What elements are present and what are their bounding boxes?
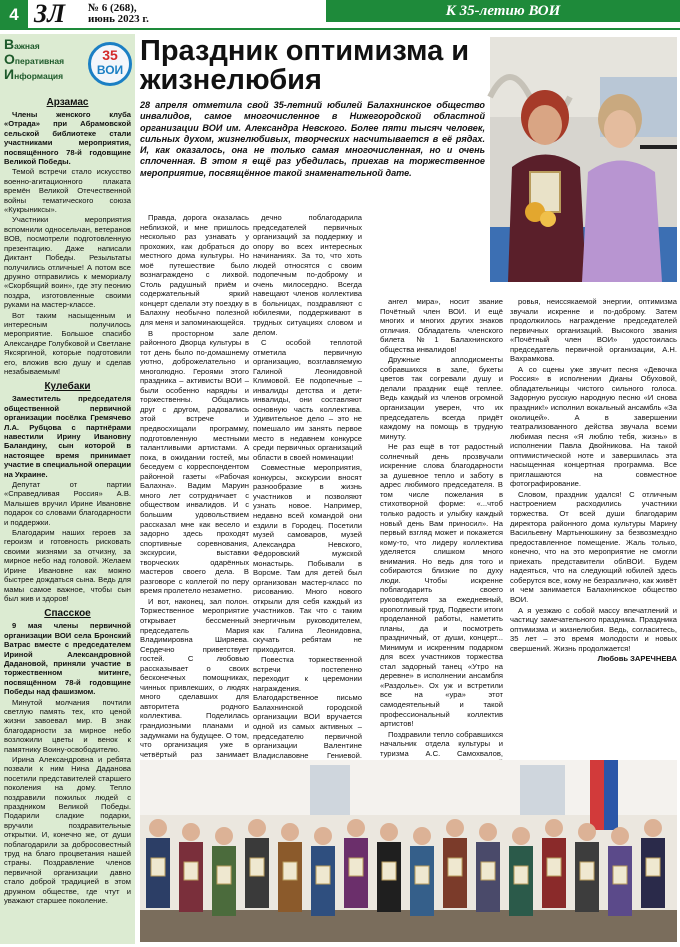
sidebar-section-title: Спасское (44, 608, 91, 620)
sidebar-paragraph: Заместитель председателя общественной первичной организации посёлка Гремячево Л.А. Рубцова с партнёрами навестили Ирину Ивановну Баландину, сын которой в настоящее время принимает участие в специальной операции на Украине. (4, 394, 131, 479)
article-paragraph: Совместные мероприятия, конкурсы, экскурсии вносят разнообразие в жизнь участников и позволяют узнать новое. Например, недавно всей командой они ездили в Городец. Посетили музей самоваров, музей Александра Невского, Фёдоровский мужской монастырь. Побывали в Ворсме. Там для детей был организован мастер-класс по рисованию. Много нового открыли для себя каждый из участников. Так что с таким энергичным руководителем, как Галина Леонидовна, скучать ребятам не приходится. (253, 463, 362, 654)
group-person-head (611, 827, 629, 845)
article-paragraph: А я уезжаю с собой массу впечатлений и частицу замечательного праздника. Праздника оптимизма и жизнелюбия. Ведь, согласитесь, 35 лет – это время молодости и новых свершений. Жизнь продолжается! (510, 605, 677, 653)
sidebar-paragraph: Члены женского клуба «Отрада» при Абрамовской сельской библиотеке стали участниками мероприятия, посвящённого 78-й годовщине Великой Победы. (4, 110, 131, 167)
certificate (349, 858, 363, 876)
article-paragraph: Повестка торжественной встречи постепенно переходит к церемонии награждения. Благодарственное письмо Балахнинской городской организации ВОИ вручается одной из самых активных – председателю первичной организации Валентине Владиславовне Гениевой. (253, 655, 362, 760)
certificate (514, 866, 528, 884)
rubric-banner: К 35-летию ВОИ (326, 0, 680, 22)
author-signature: Любовь ЗАРЕЧНЕВА (597, 654, 677, 664)
group-person-head (380, 823, 398, 841)
group-person-head (446, 819, 464, 837)
group-person-head (578, 823, 596, 841)
article-column-1 (140, 213, 249, 758)
group-person-head (644, 819, 662, 837)
sidebar-paragraph: Ирина Александровна и ребята позвали к ним Нина Даданова посетили представителей старшего поколения на дому. Тепло поздравили пожилых людей с праздником Великой Победы. Подарили сладкие подарки, вручили поздравительные открытки. И, конечно же, от души поблагодарили за добросовестный труд на благо процветания нашей страны. Поздравление членов первичной организации давно стало доброй традицией в этом дружном обществе, где чтут и уважают старшее поколение. (4, 755, 131, 906)
issue-number: № 6 (268), (88, 2, 137, 14)
article-paragraph: С особой теплотой отметила первичную организацию, возглавляемую Галиной Леонидовной Климовой. Её подопечные – инвалиды детства и дети-инвалиды, они составляют основную часть коллектива. Удивительное дело – это не помешало им занять первое место в недавнем конкурсе среди первичных организаций области в своей номинации! (253, 338, 362, 462)
article-paragraph: дечно поблагодарила председателей первичных организаций за поддержку и опору во всех интересных начинаниях. За то, что хоть людей относятся с своим подопечным по-доброму и очень милосердно. Всегда навещают членов коллектива в больницах, поздравляют с юбилеями, поддерживают в трудных ситуациях словом и делом. (253, 213, 362, 337)
certificate (646, 858, 660, 876)
sidebar-paragraph: 9 мая члены первичной организации ВОИ села Бронский Ватрас вместе с председателем Ириной Александровной Дадановой, приняли участие в торжественном митинге, посвящённом 78-й годовщине Победы над фашизмом. (4, 621, 131, 697)
group-person-head (347, 819, 365, 837)
article-paragraph: А со сцены уже звучит песня «Девочка Россия» в исполнении Дианы Обуховой, обладательницы чистого сильного голоса. Задорную русскую народную песню «И снова праздник!» исполнил вокальный ансамбль «За околицей». А в завершении театрализованного действа звучала всеми любимая песня «Я люблю тебя, жизнь» в исполнении Павла Двойникова. На такой оптимистической ноте и завершилась эта насыщенная концертная программа. Все приглашаются на совместное фотографирование. (510, 364, 677, 489)
group-person-head (182, 823, 200, 841)
article-headline: Праздник оптимизма и жизнелюбия (140, 35, 470, 96)
article-paragraph: И вот, наконец, зал полон. Торжественное мероприятие открывает бессменный председатель Мария Владимировна Ширяева. Сердечно приветствует гостей. С любовью рассказывает о своих бесконечных помощниках, чинных привлекших, о людях много сделавших для авторитета родного коллектива. Поделилась грандиозными планами и задумками на будущее. О том, что организация уже в четвёртый раз занимает (140, 596, 249, 759)
voi-line-2: Оперативная (4, 51, 65, 67)
article-paragraph: В просторном зале районного Дворца культуры в тот день было по-домашнему уютно, доброжелательно и многолюдно. Героями этого праздника – активисты ВОИ – были особенно нарядны и торжественны. Общались друг с другом, радовались этой встрече и предвосхищали программу, подготовленную местными талантливыми артистами. А пока, в ожидании гостей, мы беседуем с корреспондентом районной газеты «Рабочая Балахна». Вадим Маруин много лет сотрудничает с обществом инвалидов. И с большим удовольствием рассказал мне как весело и задорно здесь проходят спортивные соревнования, экскурсии, выставки творческих одарённых мастеров своего дела. В разговоре с коллегой по перу время пролетело незаметно. (140, 328, 249, 596)
voi-line-3: Информация (4, 66, 64, 82)
certificate (151, 858, 165, 876)
article-paragraph: Поздравили тепло собравшихся начальник отдела культуры и туризма А.С. Самохвалов, (380, 729, 503, 758)
voi-35-emblem-icon: 35 ВОИ (88, 42, 132, 86)
group-person-head (215, 827, 233, 845)
certificate (217, 866, 231, 884)
group-person-head (545, 819, 563, 837)
page-number: 4 (0, 0, 28, 30)
group-person-head (314, 827, 332, 845)
certificate (580, 862, 594, 880)
group-person-head (413, 827, 431, 845)
article-column-2 (253, 213, 362, 758)
article-paragraph: ангел мира», носит звание Почётный член ВОИ. И ещё многих и многих других знаков отличия. Обладатель членского билета №1 Балахнинского общества инвалидов! (380, 297, 503, 354)
article-column-3 (380, 297, 503, 758)
sidebar-section-title: Кулебаки (44, 381, 91, 393)
certificate (184, 862, 198, 880)
sidebar-paragraph: Минутой молчания почтили светлую память тех, кто ценой жизни завоевал мир. В знак благодарности за мирное небо возложили цветы и венок к памятнику Воину-освободителю. (4, 697, 131, 754)
sidebar-section-title: Арзамас (46, 97, 89, 108)
group-person-head (149, 819, 167, 837)
sidebar-paragraph: Вот таким насыщенным и интересным получилось мероприятие. Большое спасибо Александре Голубковой и Светлане Яксяргиной, которые подготовили его, вложив всю душу и сделав незабываемым! (4, 310, 131, 376)
sidebar-paragraph: Участники мероприятия вспомнили односельчан, ветеранов ВОВ, посмотрели подготовленную презентацию. Даже написали Диктант Победы. Резыльтаты получились отличные! А потом все дружно отправились к мемориалу «Скорбящий воин», где эту пеонию поздра, изготовленные своими руками на мастер-классе. (4, 215, 131, 310)
article-paragraph: ровья, неиссякаемой энергии, оптимизма звучали искренне и по-доброму. Затем продолжилось награждение председателей первичных организаций. Высокого звания «Почётный член ВОИ» удостоилась председатель первичной организации, А.Н. Вахрамкова. (510, 297, 677, 364)
certificate (448, 858, 462, 876)
article-paragraph: Дружные аплодисменты собравшихся в зале, букеты цветов так согревали душу и делали праздник ещё теплее. Ведь каждый из членов огромной организации уверен, что их председатель всегда придёт каждому на помощь в трудную минуту. (380, 355, 503, 441)
article-column-4 (510, 297, 677, 758)
photo-two-women-award (490, 37, 677, 282)
article-paragraph: Правда, дорога оказалась неблизкой, и мне пришлось несколько раз узнавать у прохожих, как добраться до местного дома культуры. Но моё путешествие было вознаграждено с лихвой. Столь радушный приём и содержательный яркий концерт сделали эту поездку в Балахну необычно полезной для меня и запоминающейся. (140, 213, 249, 328)
certificate (250, 858, 264, 876)
certificate (547, 858, 561, 876)
sidebar-paragraph: Благодарим наших героев за героизм и готовность рисковать своими жизнями за отчизну, за мирное небо над головой. Желаем Ирине Ивановне как можно быстрее дождаться сына. Ведь для мамы самое важное, чтобы сын был жив и здоров! (4, 528, 131, 603)
issue-info (88, 3, 149, 25)
certificate (613, 866, 627, 884)
article-lead: 28 апреля отметила свой 35-летний юбилей Балахнинское общество инвалидов, самое многочисленное в Нижегородской областной организации ВОИ им. Александра Невского. Более пяти тысяч человек, сильных духом, жизнелюбивых, творческих насчитывается в её рядах. И, как оказалось, она не только самая многочисленная, но и очень сплоченная. В этом я ещё раз убедилась, приехав на торжественное мероприятие, посвящённое такой знаменательной дате. (140, 100, 485, 178)
group-person-head (512, 827, 530, 845)
voi-block (4, 38, 131, 92)
sidebar-sections (4, 97, 131, 906)
article-paragraph: Словом, праздник удался! С отличным настроением расходились участники торжества. От всей души благодарим директора районного дома культуры Марину Васильевну Мартынюшкину за безвозмездно предоставленное помещение. Жаль только, конечно, что на это мероприятие не смогли приехать представители облВОИ. Будем надеяться, что на следующий юбилей здесь соберутся все, кому не безразлично, как живёт и чем занимается Балахнинское общество ВОИ. (510, 489, 677, 604)
sidebar-paragraph: Депутат от партии «Справедливая Россия» А.В. Малышев вручил Ирине Ивановне подарок со словами благодарности и поддержки. (4, 480, 131, 527)
certificate (415, 866, 429, 884)
group-person-head (479, 823, 497, 841)
certificate (283, 862, 297, 880)
certificate (316, 866, 330, 884)
voi-line-1: Важная (4, 36, 40, 52)
issue-date: июнь 2023 г. (88, 13, 149, 25)
news-sidebar (0, 34, 135, 944)
sidebar-paragraph: Темой встречи стало искусство военно-агитационного плаката времён Великой Отечественной войны тематического союза «Кукрыниксы». (4, 167, 131, 215)
page-header (0, 0, 680, 30)
newspaper-logo: ЗЛ (34, 0, 66, 28)
certificate (481, 862, 495, 880)
group-person-head (281, 823, 299, 841)
photo-group-awardees (140, 760, 677, 942)
article-paragraph: Не раз ещё в тот радостный солнечный день прозвучали искренние слова благодарности за душевное тепло и заботу в адрес любимого председателя. В том числе пожелания в стихотворной форме: «...чтоб только радость и улыбку каждый новый день Вам приносил». На первый взгляд может и покажется кому-то, что лидеру коллектива уделяется слишком много внимания. Но ведь для того и собираются близкие по духу люди. Чтобы искренне поблагодарить своего руководителя за ежедневный, кропотливый труд. Подвести итоги проделанной работы, наметить планы, да и посмотреть праздничный, от души, концерт... Минимум и искренним подарком для всех участников торжества стал задорный танец «Утро на деревне» в исполнении ансамбля «Раздолье». Ох уж и встретили все на «ура» этот самодеятельный и такой профессиональный коллектив артистов! (380, 442, 503, 729)
group-person-head (248, 819, 266, 837)
certificate (382, 862, 396, 880)
